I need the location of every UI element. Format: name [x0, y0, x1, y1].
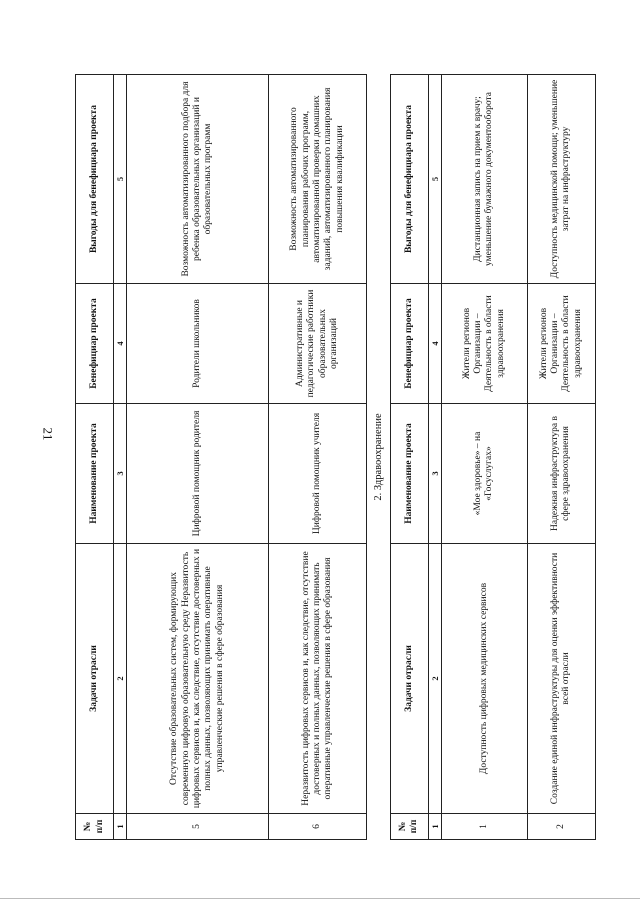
col-number: 2 [428, 544, 441, 814]
col-number: 5 [114, 75, 127, 284]
page-number: 21 [40, 427, 56, 441]
row-task: Доступность цифровых медицинских сервисов [441, 544, 527, 814]
table2-column-numbers [428, 75, 441, 840]
projects-table [75, 74, 596, 840]
col-number: 3 [114, 404, 127, 544]
row-task: Создание единой инфраструктуры для оценки эффективности всей отрасли [527, 544, 595, 814]
header-num: № п/п [76, 814, 114, 840]
col-number: 1 [428, 814, 441, 840]
row-benefits: Дистанционная запись на прием к врачу; уменьшение бумажного документооборота [441, 75, 527, 284]
table1-column-numbers [114, 75, 127, 840]
row-beneficiary: Административные и педагогические работники образовательных организаций [269, 284, 367, 404]
table-row [527, 75, 595, 840]
col-number: 4 [114, 284, 127, 404]
row-number: 2 [527, 814, 595, 840]
section-row [367, 75, 391, 840]
row-beneficiary: Родители школьников [127, 284, 269, 404]
header-beneficiary: Бенефициар проекта [76, 284, 114, 404]
row-benefits: Доступность медицинской помощи; уменьшение затрат на инфраструктуру [527, 75, 595, 284]
row-beneficiary: Жители регионов Организации – Деятельность в области здравоохранения [527, 284, 595, 404]
header-benefits: Выгоды для бенефициара проекта [390, 75, 428, 284]
header-num: № п/п [390, 814, 428, 840]
col-number: 3 [428, 404, 441, 544]
row-number: 5 [127, 814, 269, 840]
header-beneficiary: Бенефициар проекта [390, 284, 428, 404]
header-task: Задачи отрасли [390, 544, 428, 814]
header-task: Задачи отрасли [76, 544, 114, 814]
row-task: Неразвитость цифровых сервисов и, как следствие, отсутствие достоверных и полных данных, позволяющих принимать оперативные управленческие решения в сфере образования [269, 544, 367, 814]
header-project: Наименование проекта [390, 404, 428, 544]
row-project: «Мое здоровье» – на «Госуслугах» [441, 404, 527, 544]
header-project: Наименование проекта [76, 404, 114, 544]
table1-header-row [76, 75, 114, 840]
table-row [269, 75, 367, 840]
row-benefits: Возможность автоматизированного планирования рабочих программ, автоматизированной проверки домашних заданий, автоматизированного планирования повышения квалификации [269, 75, 367, 284]
row-task: Отсутствие образовательных систем, формирующих современную цифровую образовательную среду Неразвитость цифровых сервисов и, как следствие, отсутствие достоверных и полных данных, позволяющих принимать оперативные управленческие решения в сфере образования [127, 544, 269, 814]
rotated-page-content [75, 75, 583, 840]
col-number: 2 [114, 544, 127, 814]
row-project: Надежная инфраструктура в сфере здравоохранения [527, 404, 595, 544]
row-beneficiary: Жители регионов Организации – Деятельность в области здравоохранения [441, 284, 527, 404]
row-project: Цифровой помощник родителя [127, 404, 269, 544]
table-row [441, 75, 527, 840]
header-benefits: Выгоды для бенефициара проекта [76, 75, 114, 284]
row-project: Цифровой помощник учителя [269, 404, 367, 544]
row-benefits: Возможность автоматизированного подбора для ребенка образовательных организаций и образовательных программ [127, 75, 269, 284]
section-title: 2. Здравоохранение [367, 75, 391, 840]
table2-header-row [390, 75, 428, 840]
row-number: 1 [441, 814, 527, 840]
table-row [127, 75, 269, 840]
scan-edge-line [0, 898, 640, 899]
col-number: 5 [428, 75, 441, 284]
col-number: 1 [114, 814, 127, 840]
row-number: 6 [269, 814, 367, 840]
col-number: 4 [428, 284, 441, 404]
